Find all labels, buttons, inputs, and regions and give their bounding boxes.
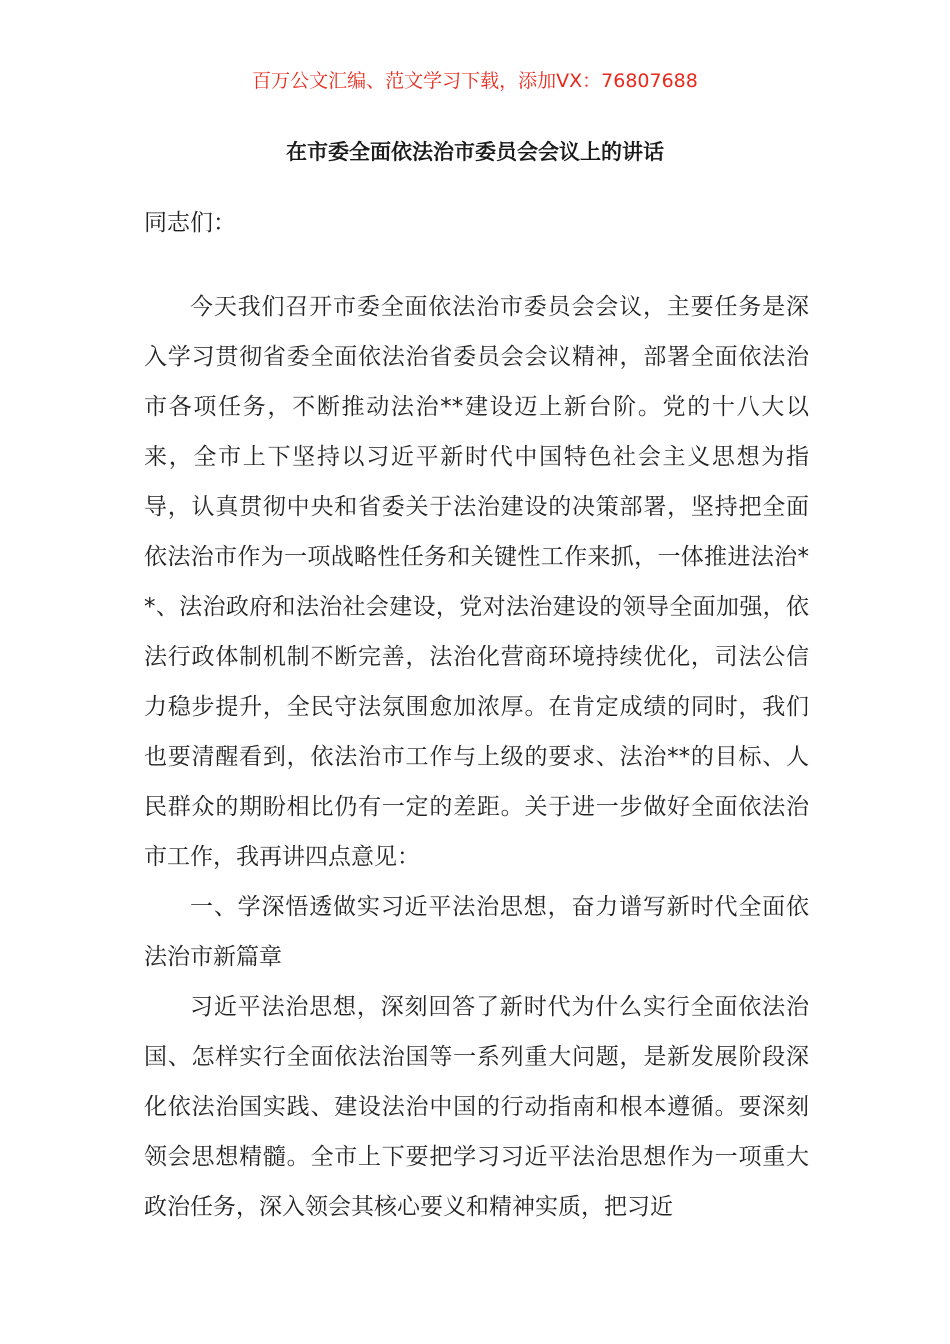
paragraph-section-body: 习近平法治思想，深刻回答了新时代为什么实行全面依法治国、怎样实行全面依法治国等一系列重大问题，是新发展阶段深化依法治国实践、建设法治中国的行动指南和根本遵循。要深刻领会思想精髓。全市上下要把学习习近平法治思想作为一项重大政治任务，深入领会其核心要义和精神实质，把习近: [144, 994, 809, 1220]
document-body: [144, 282, 809, 1232]
paragraph-section-heading: 一、学深悟透做实习近平法治思想，奋力谱写新时代全面依法治市新篇章: [144, 894, 809, 970]
paragraph-intro: 今天我们召开市委全面依法治市委员会会议，主要任务是深入学习贯彻省委全面依法治省委员会会议精神，部署全面依法治市各项任务，不断推动法治**建设迈上新台阶。党的十八大以来，全市上下坚持以习近平新时代中国特色社会主义思想为指导，认真贯彻中央和省委关于法治建设的决策部署，坚持把全面依法治市作为一项战略性任务和关键性工作来抓，一体推进法治**、法治政府和法治社会建设，党对法治建设的领导全面加强，依法行政体制机制不断完善，法治化营商环境持续优化，司法公信力稳步提升，全民守法氛围愈加浓厚。在肯定成绩的同时，我们也要清醒看到，依法治市工作与上级的要求、法治**的目标、人民群众的期盼相比仍有一定的差距。关于进一步做好全面依法治市工作，我再讲四点意见：: [144, 294, 809, 870]
salutation: 同志们：: [144, 210, 236, 236]
document-title: 在市委全面依法治市委员会会议上的讲话: [286, 140, 664, 164]
header-watermark-note: 百万公文汇编、范文学习下载，添加VX：76807688: [252, 70, 698, 92]
